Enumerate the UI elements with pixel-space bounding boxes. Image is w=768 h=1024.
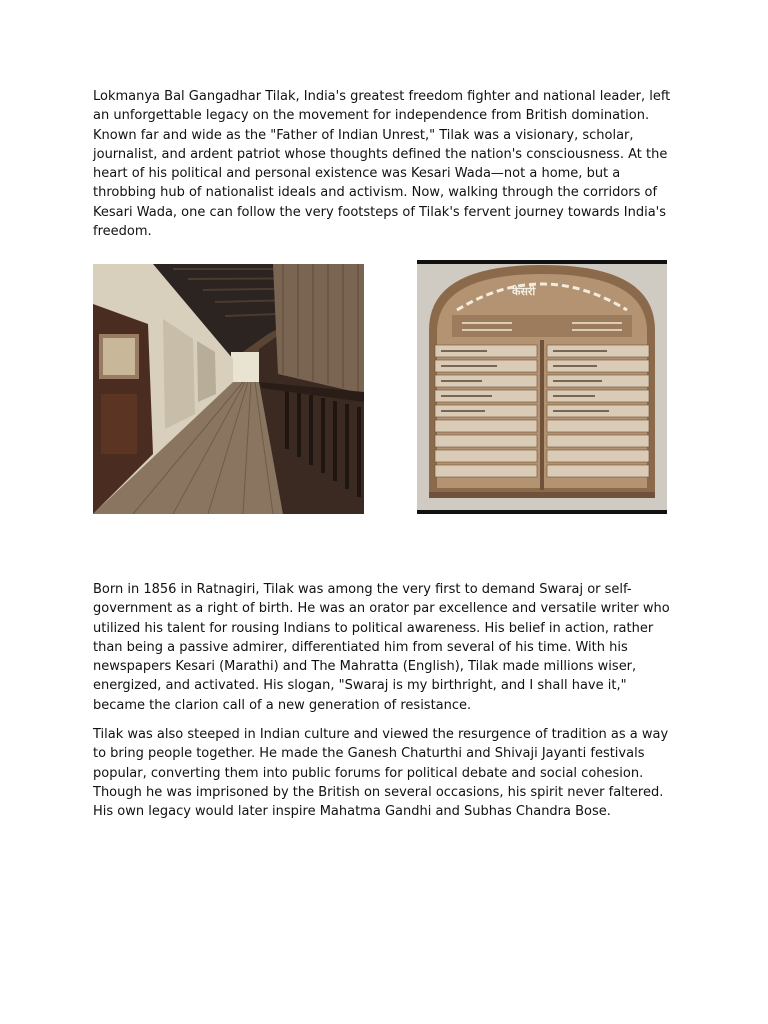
culture-paragraph: Tilak was also steeped in Indian culture and viewed the resurgence of tradition as a way to bring people together. He made the Ganesh Chaturthi and Shivaji Jayanti festivals popular, converting them into public forums for political debate and social cohesion. Though he was imprisoned by the British on several occasions, his spirit never faltered. His own legacy would later inspire Mahatma Gandhi and Subhas Chandra Bose. bbox=[93, 727, 669, 820]
honor-board-photo bbox=[417, 260, 667, 514]
intro-paragraph: Lokmanya Bal Gangadhar Tilak, India's greatest freedom fighter and national leader, left an unforgettable legacy on the movement for independence from British domination. Known far and wide as the "Father of Indian Unrest," Tilak was a visionary, scholar, journalist, and ardent patriot whose thoughts defined the nation's consciousness. At the heart of his political and personal existence was Kesari Wada—not a home, but a throbbing hub of nationalist ideals and activism. Now, walking through the corridors of Kesari Wada, one can follow the very footsteps of Tilak's fervent journey towards India's freedom. bbox=[93, 89, 671, 240]
biography-paragraph: Born in 1856 in Ratnagiri, Tilak was among the very first to demand Swaraj or self-government as a right of birth. He was an orator par excellence and versatile writer who utilized his talent for rousing Indians to political awareness. His belief in action, rather than being a passive admirer, differentiated him from several of his time. With his newspapers Kesari (Marathi) and The Mahratta (English), Tilak made millions wiser, energized, and activated. His slogan, "Swaraj is my birthright, and I shall have it," became the clarion call of a new generation of resistance. bbox=[93, 582, 670, 713]
corridor-photo bbox=[93, 264, 364, 514]
board-heading-text: केसरी bbox=[512, 285, 536, 298]
